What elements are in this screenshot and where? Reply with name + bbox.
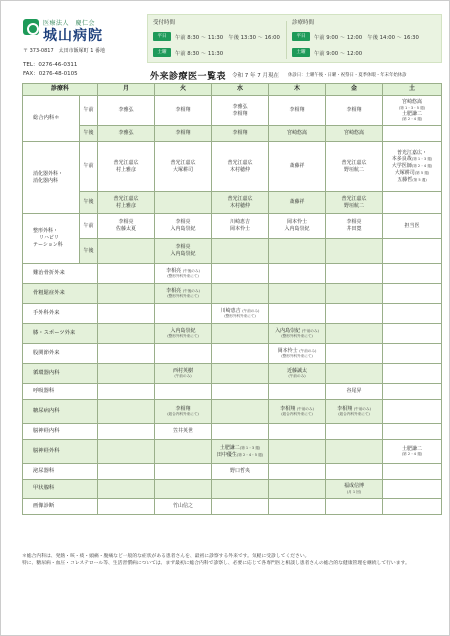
dept-line: 消化器内科 <box>33 177 59 184</box>
cell <box>383 284 442 304</box>
doctor: 入内島崇紀 <box>284 226 310 232</box>
time-note: (午前のみ) <box>299 348 317 353</box>
header-fri: 金 <box>326 84 383 96</box>
cell <box>98 192 155 214</box>
cell <box>212 344 269 364</box>
cell <box>383 126 442 142</box>
weekday-tag: 平日 <box>292 32 310 41</box>
cell <box>326 264 383 284</box>
cell <box>155 304 212 324</box>
week-note: (第 1・3 週) <box>411 157 433 162</box>
cell <box>212 384 269 400</box>
cell <box>212 96 269 126</box>
address: 〒 373-0817 太田市飯塚町 1 番地 <box>23 48 106 54</box>
doctor: 普光江嘉広 <box>341 195 367 202</box>
hospital-name: 城山病院 <box>43 28 103 44</box>
frequency-note: (月 1 回) <box>346 489 362 494</box>
cell <box>212 499 269 515</box>
doctor: 岡本怜士 <box>287 219 308 226</box>
session-am: 午前 <box>80 96 98 126</box>
week-note: (第 2・4 週) <box>401 452 423 457</box>
cell: 竹山信之 <box>155 499 212 515</box>
doctor: 李相亮 <box>175 244 191 251</box>
cell <box>212 400 269 424</box>
cell <box>155 440 212 464</box>
doctor: 李相翔 <box>175 405 191 412</box>
doctor: 普光江嘉広・ <box>397 149 428 156</box>
location-note: (総合内科外来にて) <box>167 412 199 417</box>
doctor: 近藤誠太 <box>287 367 308 374</box>
saturday-tag: 土曜 <box>153 48 171 57</box>
cell <box>383 400 442 424</box>
dept-ortho <box>23 214 80 264</box>
cell <box>326 142 383 192</box>
doctor-name: 李相亮 <box>166 287 182 294</box>
cell <box>98 384 155 400</box>
cell <box>269 214 326 239</box>
doctor-name: 岡本怜士 <box>277 347 298 354</box>
cell <box>326 424 383 440</box>
time-note: (午前のみ) <box>174 374 192 379</box>
cell: 担当医 <box>383 214 442 239</box>
hospital-logo-icon <box>23 19 39 35</box>
cell <box>98 400 155 424</box>
week-note: (第 2・4 週) <box>401 117 423 122</box>
cell: 笠井英世 <box>155 424 212 440</box>
doctor: 普光江嘉広 <box>113 159 139 166</box>
doctor: 土肥謙二 <box>402 445 423 452</box>
cell <box>155 384 212 400</box>
cell <box>383 464 442 480</box>
cell <box>269 264 326 284</box>
cell <box>269 440 326 464</box>
doctor: 李相翔 <box>232 110 248 117</box>
week-note: (第 1・3・5 週) <box>398 105 426 110</box>
dept-neurology: 脳神経内科 <box>23 424 98 440</box>
cell: 李相翔 <box>326 96 383 126</box>
doctor: 井田寛 <box>346 226 362 232</box>
cell <box>326 480 383 499</box>
cell: 谷尾昇 <box>326 384 383 400</box>
session-am: 午前 <box>80 142 98 192</box>
footer-note <box>22 553 442 567</box>
dept-hand: 手外科外来 <box>23 304 98 324</box>
cell <box>269 344 326 364</box>
cell <box>155 400 212 424</box>
time-note: (午後のみ) <box>182 268 200 273</box>
cell <box>383 96 442 126</box>
doctor: 普光江嘉広 <box>227 159 253 166</box>
cell <box>269 284 326 304</box>
cell <box>326 364 383 384</box>
cell <box>212 214 269 239</box>
cell <box>269 324 326 344</box>
doctor: 福成信博 <box>344 483 365 490</box>
dept-line: 整形外科・ <box>33 228 59 235</box>
cell <box>326 214 383 239</box>
doctor <box>212 445 268 452</box>
cell <box>98 499 155 515</box>
dept-knee-sports: 膝・スポーツ外来 <box>23 324 98 344</box>
location-note: (総合内科外来にて) <box>338 412 370 417</box>
footer-line: 特に、糖尿病・血圧・コレステロール等、生活習慣病については、まず最初に総合内科で診察し、必要に応じて各専門医と相談し患者さんの総合的な健康管理を継続して行います。 <box>22 561 410 567</box>
cell <box>98 142 155 192</box>
doctor: 佐藤太夏 <box>116 226 137 232</box>
cell <box>269 424 326 440</box>
cell <box>269 464 326 480</box>
dept-line: 消化器外科・ <box>33 170 64 177</box>
cell <box>155 464 212 480</box>
cell <box>212 424 269 440</box>
doctor: 普光江嘉広 <box>341 159 367 166</box>
cell <box>98 440 155 464</box>
cell <box>98 464 155 480</box>
hours-divider <box>286 21 287 59</box>
cell <box>155 324 212 344</box>
week-note: (第 5 週) <box>412 177 427 182</box>
cell <box>155 239 212 264</box>
doctor-name: 入内島崇紀 <box>275 327 301 334</box>
time-note: (午前のみ) <box>288 374 306 379</box>
week-note: (第 2・4 週) <box>411 164 433 169</box>
cell <box>98 284 155 304</box>
cell <box>269 304 326 324</box>
dept-neurosurgery: 脳神経外科 <box>23 440 98 464</box>
cell <box>269 480 326 499</box>
header-sat: 土 <box>383 84 442 96</box>
week-note: (第 2・4・5 週) <box>236 452 264 457</box>
cell <box>326 440 383 464</box>
organization-name: 医療法人 慶仁会 <box>43 20 96 27</box>
doctor: 入内島崇紀 <box>170 226 196 232</box>
session-pm: 午後 <box>80 126 98 142</box>
doctor-name: 大塚耕司 <box>394 169 415 176</box>
cell: 斎藤祥 <box>269 192 326 214</box>
doctor: 野垣航二 <box>344 202 365 209</box>
doctor: 村上雅彦 <box>116 166 137 173</box>
location-note: (総合内科外来にて) <box>281 412 313 417</box>
cell <box>98 424 155 440</box>
cell: 李相翔 <box>212 126 269 142</box>
time-note: (午前のみ) <box>242 308 260 313</box>
doctor: 木村穂仲 <box>230 202 251 209</box>
dept-osteoporosis: 骨粗鬆症外来 <box>23 284 98 304</box>
dept-imaging: 画像診断 <box>23 499 98 515</box>
weekday-tag: 平日 <box>153 32 171 41</box>
dept-line: テーション科 <box>33 241 63 248</box>
time-note: (午前のみ) <box>301 328 319 333</box>
doctor: 入内島崇紀 <box>170 251 196 257</box>
cell <box>98 214 155 239</box>
session-pm: 午後 <box>80 239 98 264</box>
schedule-table <box>22 83 442 515</box>
cell: 宮崎悠嵩 <box>269 126 326 142</box>
dept-gastro <box>23 142 80 214</box>
cell <box>383 424 442 440</box>
doctor: 李雅弘 <box>232 103 248 110</box>
reception-saturday: 午前 8:30 ～ 11:30 <box>175 51 224 57</box>
cell: 斎藤祥 <box>269 142 326 192</box>
cell <box>326 344 383 364</box>
time-note: (午後のみ) <box>182 288 200 293</box>
doctor: 村上雅彦 <box>116 202 137 209</box>
header-mon: 月 <box>98 84 155 96</box>
cell <box>326 324 383 344</box>
doctor-name: 大学医師 <box>391 163 412 170</box>
time-note: (午前のみ) <box>296 406 314 411</box>
cell <box>212 192 269 214</box>
location-note: (整形外科外来にて) <box>167 294 199 299</box>
doctor-name: 川崎恵吉 <box>220 307 241 314</box>
doctor-name: 李相翔 <box>280 405 296 412</box>
doctor: 普光江嘉広 <box>170 159 196 166</box>
cell <box>155 480 212 499</box>
cell <box>326 464 383 480</box>
week-note: (第 5 週) <box>414 170 430 175</box>
cell <box>383 364 442 384</box>
consult-saturday: 午前 9:00 ～ 12:00 <box>314 51 363 57</box>
dept-fracture: 難治骨折外来 <box>23 264 98 284</box>
cell <box>155 142 212 192</box>
cell <box>98 239 155 264</box>
dept-respiratory: 呼吸器科 <box>23 384 98 400</box>
cell <box>326 239 383 264</box>
cell <box>383 344 442 364</box>
cell <box>269 400 326 424</box>
doctor-name: 李相翔 <box>337 405 353 412</box>
cell <box>326 499 383 515</box>
doctor: 普光江嘉広 <box>113 195 139 202</box>
doctor <box>383 163 441 170</box>
cell <box>383 142 442 192</box>
cell <box>383 324 442 344</box>
page-title: 外来診療医一覧表 <box>150 72 227 82</box>
doctor <box>383 170 441 177</box>
header-wed: 水 <box>212 84 269 96</box>
cell <box>98 344 155 364</box>
cell: 李雅弘 <box>98 126 155 142</box>
doctor: 土肥謙二 <box>402 110 423 117</box>
location-note: (整形外科外来にて) <box>167 334 199 339</box>
cell <box>326 400 383 424</box>
cell: 李相翔 <box>269 96 326 126</box>
cell: 野口哲央 <box>212 464 269 480</box>
cell <box>212 142 269 192</box>
doctor: 大塚耕司 <box>173 166 194 173</box>
cell <box>383 384 442 400</box>
reception-weekday: 午前 8:30 ～ 11:30 午後 13:30 ～ 16:00 <box>175 35 280 41</box>
cell <box>212 440 269 464</box>
doctor <box>383 177 441 184</box>
dept-urology: 泌尿器科 <box>23 464 98 480</box>
cell <box>98 324 155 344</box>
cell <box>269 499 326 515</box>
cell <box>383 304 442 324</box>
dept-diabetes: 糖尿病内科 <box>23 400 98 424</box>
time-note: (午前のみ) <box>353 406 371 411</box>
cell: 李相翔 <box>155 96 212 126</box>
week-note: (第 1・3 週) <box>239 445 261 450</box>
doctor <box>212 452 268 459</box>
cell: 宮崎悠嵩 <box>326 126 383 142</box>
cell: 李雅弘 <box>98 96 155 126</box>
cell <box>383 440 442 464</box>
tel: TEL：0276-46-0311 <box>23 62 78 68</box>
header-dept: 診療科 <box>23 84 98 96</box>
cell <box>383 192 442 214</box>
cell: 李相翔 <box>155 126 212 142</box>
cell <box>212 264 269 284</box>
saturday-tag: 土曜 <box>292 48 310 57</box>
location-note: (整形外科外来にて) <box>167 274 199 279</box>
cell <box>155 214 212 239</box>
reception-label: 受付時間 <box>153 20 176 26</box>
doctor: 宮崎悠嵩 <box>402 98 423 105</box>
cell <box>155 284 212 304</box>
doctor: 岡本怜士 <box>230 226 251 232</box>
cell <box>155 344 212 364</box>
cell <box>326 304 383 324</box>
footer-line: ＊総合内科は、発熱・咳・痰・頭痛・腹痛など一般的な症状がある患者さんを、最初に診察する外来です。気軽に受診してください。 <box>22 554 310 559</box>
header-thu: 木 <box>269 84 326 96</box>
cell <box>98 264 155 284</box>
session-am: 午前 <box>80 214 98 239</box>
session-pm: 午後 <box>80 192 98 214</box>
cell <box>269 384 326 400</box>
dept-hip: 股関節外来 <box>23 344 98 364</box>
doctor-name: 本多良哉 <box>391 156 412 163</box>
doctor: 李相亮 <box>346 219 362 226</box>
dept-general: 総合内科＊ <box>23 96 80 142</box>
doctor: 木村穂仲 <box>230 166 251 173</box>
dept-cardiology: 循環器内科 <box>23 364 98 384</box>
cell <box>383 239 442 264</box>
consult-weekday: 午前 9:00 ～ 12:00 午後 14:00 ～ 16:30 <box>314 35 419 41</box>
cell <box>98 364 155 384</box>
doctor: 李相亮 <box>175 219 191 226</box>
location-note: (整形外科外来にて) <box>281 334 313 339</box>
cell <box>212 239 269 264</box>
cell <box>383 480 442 499</box>
doctor: 西村英樹 <box>173 367 194 374</box>
cell <box>155 192 212 214</box>
cell <box>212 304 269 324</box>
location-note: (整形外科外来にて) <box>281 354 313 359</box>
dept-line: リハビリ <box>39 235 59 242</box>
cell <box>383 499 442 515</box>
doctor-name: 田中優生 <box>216 451 237 458</box>
cell <box>212 364 269 384</box>
cell <box>212 480 269 499</box>
location-note: (整形外科外来にて) <box>224 314 256 319</box>
holiday-note: 休診日：土曜午後・日曜・祝祭日・夏季休暇・年末年始休診 <box>288 73 407 78</box>
doctor: 川崎恵吉 <box>230 219 251 226</box>
doctor: 李相亮 <box>118 219 134 226</box>
doctor-name: 李相亮 <box>166 267 182 274</box>
cell <box>212 324 269 344</box>
cell <box>155 264 212 284</box>
doctor: 普光江嘉広 <box>227 195 253 202</box>
hours-box <box>147 14 442 63</box>
cell <box>383 264 442 284</box>
cell <box>98 304 155 324</box>
cell <box>269 364 326 384</box>
as-of-date: 令和 7 年 7 月現在 <box>232 73 279 79</box>
cell <box>212 284 269 304</box>
cell <box>155 364 212 384</box>
cell <box>326 192 383 214</box>
consult-label: 診療時間 <box>292 20 315 26</box>
doctor-name: 土肥謙二 <box>219 444 240 451</box>
dept-thyroid: 甲状腺科 <box>23 480 98 499</box>
header-tue: 火 <box>155 84 212 96</box>
fax: FAX：0276-48-0105 <box>23 71 78 77</box>
doctor: 入内島崇紀 <box>170 327 196 334</box>
cell <box>269 239 326 264</box>
cell <box>326 284 383 304</box>
doctor-name: 五藤哲 <box>397 176 413 183</box>
cell <box>98 480 155 499</box>
doctor: 野垣航二 <box>344 166 365 173</box>
